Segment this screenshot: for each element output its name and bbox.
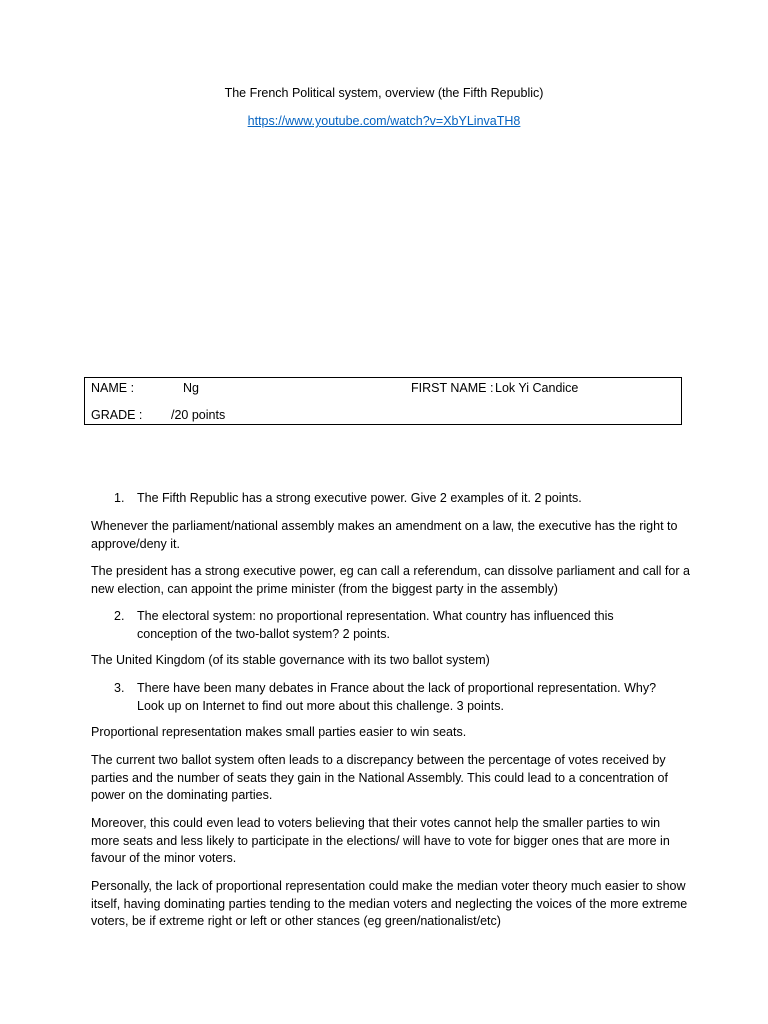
student-info-box bbox=[84, 377, 682, 425]
video-link[interactable]: https://www.youtube.com/watch?v=XbYLinvaTH8 bbox=[247, 114, 521, 128]
answer-2: The United Kingdom (of its stable governance with its two ballot system) bbox=[91, 653, 490, 667]
first-name-value: Lok Yi Candice bbox=[495, 381, 579, 395]
question-2 bbox=[114, 608, 674, 643]
question-number: 2. bbox=[114, 609, 125, 623]
question-number: 1. bbox=[114, 491, 125, 505]
question-text: There have been many debates in France about the lack of proportional representation. Why? Look up on Internet to find out more about this challenge. 3 points. bbox=[137, 681, 657, 713]
answer-3d: Personally, the lack of proportional representation could make the median voter theory much easier to show itself, having dominating parties tending to the median voters and neglecting the voices of the more extreme voters, be if extreme right or left or other stances (eg green/nationalist/etc) bbox=[91, 879, 688, 928]
answer-1a: Whenever the parliament/national assembly makes an amendment on a law, the executive has the right to approve/deny it. bbox=[91, 519, 678, 551]
grade-value: /20 points bbox=[171, 408, 226, 422]
question-1 bbox=[114, 490, 674, 508]
answer-3b: The current two ballot system often leads to a discrepancy between the percentage of votes received by parties and the number of seats they gain in the National Assembly. This could lead to a concentration of power on the dominating parties. bbox=[91, 753, 668, 802]
name-label: NAME : bbox=[91, 381, 135, 395]
question-text: The Fifth Republic has a strong executive power. Give 2 examples of it. 2 points. bbox=[137, 491, 582, 505]
question-text: The electoral system: no proportional representation. What country has influenced this conception of the two-ballot system? 2 points. bbox=[137, 609, 614, 641]
answer-3c: Moreover, this could even lead to voters believing that their votes cannot help the smaller parties to win more seats and less likely to participate in the elections/ will have to vote for bigger ones that are more in favour of the minor voters. bbox=[91, 816, 670, 865]
answer-3a: Proportional representation makes small parties easier to win seats. bbox=[91, 725, 467, 739]
document-title: The French Political system, overview (the Fifth Republic) bbox=[224, 86, 544, 100]
answer-1b: The president has a strong executive power, eg can call a referendum, can dissolve parliament and call for a new election, can appoint the prime minister (from the biggest party in the assembly) bbox=[91, 564, 690, 596]
grade-label: GRADE : bbox=[91, 408, 143, 422]
first-name-label: FIRST NAME : bbox=[411, 381, 494, 395]
question-3 bbox=[114, 680, 674, 715]
video-link-container bbox=[0, 114, 768, 128]
question-number: 3. bbox=[114, 681, 125, 695]
name-value: Ng bbox=[183, 381, 199, 395]
